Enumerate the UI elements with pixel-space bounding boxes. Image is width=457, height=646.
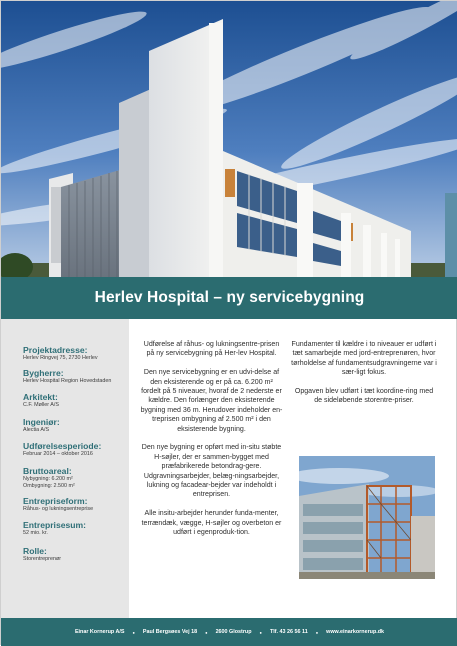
fact-value: 52 mio. kr. [23,530,48,536]
body-paragraph: Alle insitu-arbejder herunder funda-menter, terrændæk, vægge, H-søjler og overbeton er udført i egenproduk-tion. [141,510,282,537]
title-band [1,277,457,319]
footer-website-link[interactable]: www.einarkornerup.dk [326,629,385,635]
fact-value: Råhus- og lukningsentreprise [23,506,94,512]
fact-project-address [23,345,127,362]
fact-label: Ingeniør: [23,417,60,427]
page-title: Herlev Hospital – ny servicebygning [94,289,365,306]
fact-client [23,368,127,385]
fact-value: Herlev Hospital Region Hovedstaden [23,378,112,384]
fact-role [23,546,127,563]
footer-city: 2600 Glostrup [215,629,252,635]
fact-gross-area [23,466,127,490]
fact-contract-form [23,496,127,513]
hero-photo [1,1,457,277]
construction-photo [299,456,435,579]
project-facts-sidebar [1,319,129,618]
fact-label: Entrepriseform: [23,496,88,506]
body-paragraph: Den nye bygning er opført med in-situ støbte H-søjler, der er sammen-bygget med præfabrikerede betondrag-gere. Udgravningsarbejder, belæg-ningsarbejder, lukning og facadear-bejder var indeholdt i entreprisen. [141,444,282,499]
fact-period [23,441,127,458]
fact-label: Udførelsesperiode: [23,441,102,451]
fact-label: Entreprisesum: [23,520,87,530]
fact-value: Februar 2014 – oktober 2016 [23,451,93,457]
fact-label: Arkitekt: [23,392,58,402]
fact-label: Projektadresse: [23,345,88,355]
body-column-1 [140,340,283,547]
footer-company: Einar Kornerup A/S [74,629,125,635]
fact-value: Nybygning: 6.200 m² [23,476,73,482]
fact-value: Storentreprenør [23,556,62,562]
body-column-2 [291,340,437,415]
body-paragraph: Opgaven blev udført i tæt koordine-ring med de sideløbende storentre-priser. [294,388,434,405]
fact-label: Rolle: [23,546,47,556]
fact-label: Bygherre: [23,368,64,378]
footer-phone: Tlf. 43 26 56 11 [269,629,308,635]
body-paragraph: Udførelse af råhus- og lukningsentre-prisen på ny servicebygning på Her-lev Hospital. [143,341,280,358]
fact-value: Alectia A/S [23,427,50,433]
fact-engineer [23,417,127,434]
separator-dot-icon: ● [259,629,262,635]
fact-label: Bruttoareal: [23,466,72,476]
footer-address: Paul Bergsøes Vej 18 [142,629,198,635]
fact-architect [23,392,127,409]
fact-value: Herlev Ringvej 75, 2730 Herlev [23,355,98,361]
separator-dot-icon: ● [205,629,208,635]
body-paragraph: Fundamenter til kældre i to niveauer er udført i tæt samarbejde med jord-entreprenøren, hvor tørholdelse af fundamentsudgravningerne var i sær-ligt fokus. [291,341,437,377]
fact-contract-sum [23,520,127,537]
body-paragraph: Den nye servicebygning er en udvi-delse af den eksisterende og er på ca. 6.200 m² fordelt på 5 niveauer, hvoraf de 2 nederste er kældre. Den forlænger den eksisterende bygning med 36 m. Herudover indeholder en-treprisen ombygning af 2.500 m² i den eksisterende bygning. [140,369,283,433]
fact-value: C.F. Møller A/S [23,402,59,408]
separator-dot-icon: ● [315,629,319,635]
separator-dot-icon: ● [132,629,135,635]
footer-bar [1,618,457,646]
fact-value: Ombygning: 2.500 m² [23,483,75,490]
